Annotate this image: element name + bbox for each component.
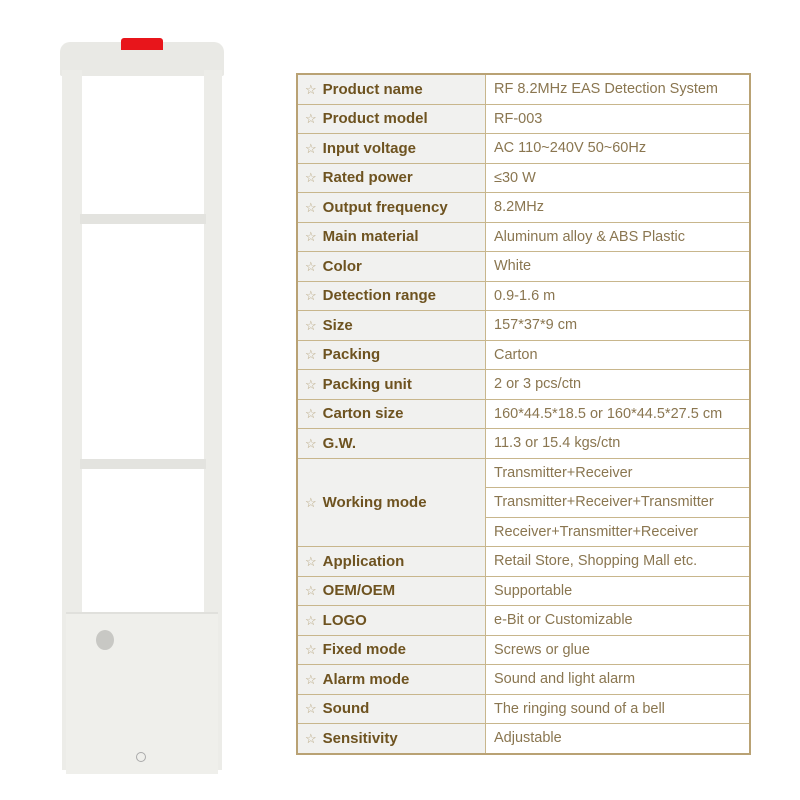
- spec-row: [297, 281, 750, 311]
- spec-value: Adjustable: [486, 724, 751, 754]
- spec-label-cell: [297, 311, 486, 341]
- lock-icon: [136, 752, 146, 762]
- star-icon: ☆: [305, 553, 317, 569]
- spec-row: [297, 606, 750, 636]
- spec-label: Size: [322, 316, 353, 334]
- star-icon: ☆: [305, 140, 317, 156]
- spec-row: [297, 370, 750, 400]
- spec-label: Sensitivity: [322, 729, 398, 747]
- spec-value: Aluminum alloy & ABS Plastic: [486, 222, 751, 252]
- spec-label-cell: [297, 547, 486, 577]
- spec-table: [296, 73, 751, 755]
- spec-value: 157*37*9 cm: [486, 311, 751, 341]
- spec-label-cell: [297, 193, 486, 223]
- spec-value: RF-003: [486, 104, 751, 134]
- spec-value: Sound and light alarm: [486, 665, 751, 695]
- spec-value: Screws or glue: [486, 635, 751, 665]
- spec-label: Detection range: [322, 287, 437, 305]
- star-icon: ☆: [305, 199, 317, 215]
- spec-value: Supportable: [486, 576, 751, 606]
- eas-antenna-gate-image: [0, 0, 290, 800]
- spec-row: [297, 429, 750, 459]
- spec-label-cell: [297, 399, 486, 429]
- spec-label: Sound: [322, 700, 370, 718]
- spec-row: [297, 311, 750, 341]
- spec-label-cell: [297, 458, 486, 547]
- spec-label-cell: [297, 606, 486, 636]
- gate-base-box: [66, 612, 218, 774]
- spec-label-cell: [297, 163, 486, 193]
- spec-value: RF 8.2MHz EAS Detection System: [486, 74, 751, 104]
- star-icon: ☆: [305, 435, 317, 451]
- alarm-light: [121, 38, 163, 50]
- spec-row: [297, 163, 750, 193]
- spec-label-cell: [297, 104, 486, 134]
- spec-label-cell: [297, 252, 486, 282]
- spec-label-cell: [297, 724, 486, 754]
- spec-label-cell: [297, 340, 486, 370]
- spec-label: Output frequency: [322, 198, 448, 216]
- spec-value: Transmitter+Receiver: [486, 458, 751, 488]
- spec-value: The ringing sound of a bell: [486, 694, 751, 724]
- spec-row: [297, 193, 750, 223]
- spec-label: Product name: [322, 80, 423, 98]
- spec-row: [297, 74, 750, 104]
- spec-label: Rated power: [322, 169, 413, 187]
- star-icon: ☆: [305, 111, 317, 127]
- spec-label: Product model: [322, 110, 428, 128]
- spec-label-cell: [297, 74, 486, 104]
- spec-row: [297, 134, 750, 164]
- star-icon: ☆: [305, 730, 317, 746]
- star-icon: ☆: [305, 170, 317, 186]
- spec-label: Packing unit: [322, 375, 412, 393]
- spec-label: Input voltage: [322, 139, 416, 157]
- speaker-grille-icon: [96, 630, 114, 650]
- spec-label-cell: [297, 429, 486, 459]
- spec-value: AC 110~240V 50~60Hz: [486, 134, 751, 164]
- spec-label: Main material: [322, 228, 419, 246]
- star-icon: ☆: [305, 347, 317, 363]
- spec-label: OEM/OEM: [322, 582, 396, 600]
- gate-upper-crossbar: [80, 214, 206, 224]
- spec-label-cell: [297, 576, 486, 606]
- star-icon: ☆: [305, 258, 317, 274]
- spec-label: G.W.: [322, 434, 356, 452]
- spec-label: Alarm mode: [322, 670, 410, 688]
- spec-value: White: [486, 252, 751, 282]
- star-icon: ☆: [305, 81, 317, 97]
- star-icon: ☆: [305, 229, 317, 245]
- spec-value: 0.9-1.6 m: [486, 281, 751, 311]
- star-icon: ☆: [305, 583, 317, 599]
- star-icon: ☆: [305, 671, 317, 687]
- star-icon: ☆: [305, 376, 317, 392]
- star-icon: ☆: [305, 406, 317, 422]
- spec-label: Working mode: [322, 493, 427, 511]
- star-icon: ☆: [305, 288, 317, 304]
- spec-label-cell: [297, 134, 486, 164]
- spec-label: Carton size: [322, 405, 404, 423]
- spec-label-cell: [297, 694, 486, 724]
- spec-value: Transmitter+Receiver+Transmitter: [486, 488, 751, 518]
- spec-row: [297, 458, 750, 488]
- spec-row: [297, 399, 750, 429]
- spec-value: 11.3 or 15.4 kgs/ctn: [486, 429, 751, 459]
- spec-label-cell: [297, 370, 486, 400]
- spec-row: [297, 665, 750, 695]
- spec-row: [297, 576, 750, 606]
- spec-label: Application: [322, 552, 405, 570]
- spec-value: 8.2MHz: [486, 193, 751, 223]
- spec-row: [297, 694, 750, 724]
- spec-label-cell: [297, 665, 486, 695]
- spec-label: Fixed mode: [322, 641, 407, 659]
- spec-row: [297, 222, 750, 252]
- spec-row: [297, 635, 750, 665]
- star-icon: ☆: [305, 701, 317, 717]
- spec-value: Receiver+Transmitter+Receiver: [486, 517, 751, 547]
- spec-row: [297, 724, 750, 754]
- star-icon: ☆: [305, 494, 317, 510]
- spec-value: Carton: [486, 340, 751, 370]
- star-icon: ☆: [305, 317, 317, 333]
- spec-label: LOGO: [322, 611, 367, 629]
- spec-value: 2 or 3 pcs/ctn: [486, 370, 751, 400]
- spec-row: [297, 340, 750, 370]
- spec-label: Packing: [322, 346, 381, 364]
- spec-label: Color: [322, 257, 362, 275]
- spec-value: Retail Store, Shopping Mall etc.: [486, 547, 751, 577]
- spec-row: [297, 104, 750, 134]
- gate-middle-crossbar: [80, 459, 206, 469]
- spec-label-cell: [297, 222, 486, 252]
- spec-row: [297, 252, 750, 282]
- spec-value: 160*44.5*18.5 or 160*44.5*27.5 cm: [486, 399, 751, 429]
- spec-value: ≤30 W: [486, 163, 751, 193]
- spec-label-cell: [297, 281, 486, 311]
- spec-value: e-Bit or Customizable: [486, 606, 751, 636]
- star-icon: ☆: [305, 612, 317, 628]
- spec-row: [297, 547, 750, 577]
- star-icon: ☆: [305, 642, 317, 658]
- spec-label-cell: [297, 635, 486, 665]
